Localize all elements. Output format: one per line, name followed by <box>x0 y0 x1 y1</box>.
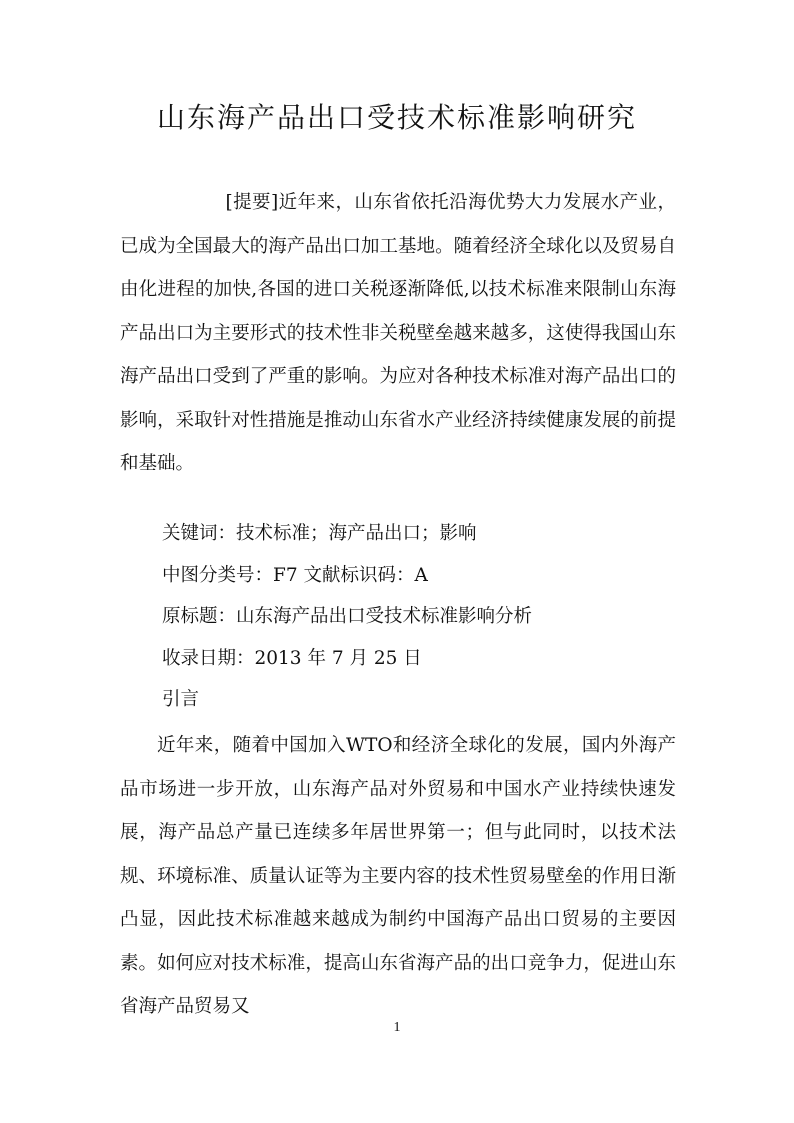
abstract-paragraph: [提要]近年来，山东省依托沿海优势大力发展水产业，已成为全国最大的海产品出口加工基地。随着经济全球化以及贸易自由化进程的加快,各国的进口关税逐渐降低,以技术标准来限制山东海产品出口为主要形式的技术性非关税壁垒越来越多，这使得我国山东海产品出口受到了严重的影响。为应对各种技术标准对海产品出口的影响，采取针对性措施是推动山东省水产业经济持续健康发展的前提和基础。 <box>120 192 676 474</box>
received-date-line: 收录日期：2013 年 7 月 25 日 <box>162 648 422 669</box>
keywords-line: 关键词：技术标准；海产品出口；影响 <box>162 523 477 544</box>
section-heading-introduction: 引言 <box>162 689 200 710</box>
document-title: 山东海产品出口受技术标准影响研究 <box>156 101 637 134</box>
original-title-line: 原标题：山东海产品出口受技术标准影响分析 <box>162 606 533 627</box>
introduction-paragraph: 近年来，随着中国加入WTO和经济全球化的发展，国内外海产品市场进一步开放，山东海产品对外贸易和中国水产业持续快速发展，海产品总产量已连续多年居世界第一；但与此同时，以技术法规、环境标准、质量认证等为主要内容的技术性贸易壁垒的作用日渐凸显，因此技术标准越来越成为制约中国海产品出口贸易的主要因素。如何应对技术标准，提高山东省海产品的出口竞争力，促进山东省海产品贸易又 <box>120 735 676 1017</box>
classification-line: 中图分类号：F7 文献标识码：A <box>162 565 428 586</box>
page-number: 1 <box>393 1020 401 1035</box>
